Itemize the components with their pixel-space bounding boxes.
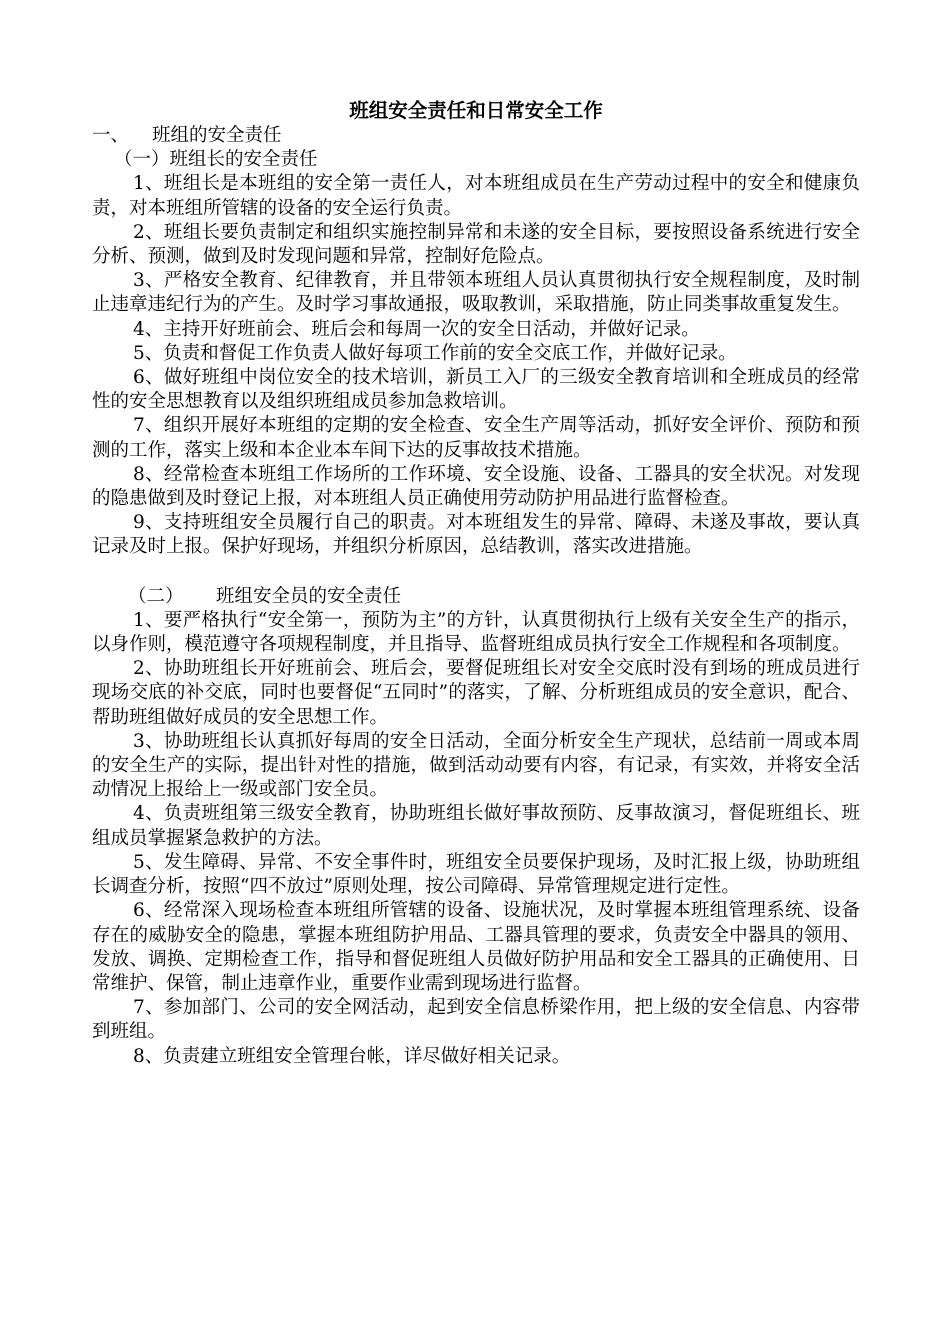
leader-duty-1: 1、班组长是本班组的安全第一责任人，对本班组成员在生产劳动过程中的安全和健康负责，对本班组所管辖的设备的安全运行负责。 xyxy=(92,173,860,219)
officer-duty-8: 8、负责建立班组安全管理台帐，详尽做好相关记录。 xyxy=(133,1045,571,1067)
subsection-heading-safety-officer xyxy=(92,585,860,609)
officer-duty-4: 4、负责班组第三级安全教育，协助班组长做好事故预防、反事故演习，督促班组长、班组成员掌握紧急救护的方法。 xyxy=(92,803,860,849)
paragraph-gap xyxy=(92,560,860,585)
leader-duty-4: 4、主持开好班前会、班后会和每周一次的安全日活动，并做好记录。 xyxy=(133,318,700,340)
officer-duty-5: 5、发生障碍、异常、不安全事件时，班组安全员要保护现场，及时汇报上级，协助班组长调查分析，按照“四不放过”原则处理，按公司障碍、异常管理规定进行定性。 xyxy=(92,851,860,898)
officer-duty-6: 6、经常深入现场检查本班组所管辖的设备、设施状况，及时掌握本班组管理系统、设备存在的威胁安全的隐患，掌握本班组防护用品、工器具管理的要求，负责安全中器具的领用、发放、调换、定期检查工作，指导和督促班组人员做好防护用品和安全工器具的正确使用、日常维护、保管，制止违章作业，重要作业需到现场进行监督。 xyxy=(92,900,860,994)
leader-duty-9: 9、支持班组安全员履行自己的职责。对本班组发生的异常、障碍、未遂及事故，要认真记录及时上报。保护好现场，并组织分析原因，总结教训，落实改进措施。 xyxy=(92,512,860,558)
document-page xyxy=(92,98,860,1069)
subsection-number: （二） xyxy=(128,585,184,607)
document-title: 班组安全责任和日常安全工作 xyxy=(349,99,603,122)
leader-duty-6: 6、做好班组中岗位安全的技术培训，新员工入厂的三级安全教育培训和全班成员的经常性的安全思想教育以及组织班组成员参加急救培训。 xyxy=(92,367,860,413)
officer-duty-2: 2、协助班组长开好班前会、班后会，要督促班组长对安全交底时没有到场的班成员进行现场交底的补交底，同时也要督促“五同时”的落实，了解、分析班组成员的安全意识，配合、帮助班组做好成员的安全思想工作。 xyxy=(92,658,860,728)
subsection-heading-leader: （一）班组长的安全责任 xyxy=(114,149,318,171)
section-number: 一、 xyxy=(92,125,130,146)
subsection-title: 班组安全员的安全责任 xyxy=(216,585,402,607)
officer-duty-1: 1、要严格执行“安全第一，预防为主”的方针，认真贯彻执行上级有关安全生产的指示，以身作则，模范遵守各项规程制度，并且指导、监督班组成员执行安全工作规程和各项制度。 xyxy=(92,609,860,656)
leader-duty-3: 3、严格安全教育、纪律教育，并且带领本班组人员认真贯彻执行安全规程制度，及时制止违章违纪行为的产生。及时学习事故通报，吸取教训，采取措施，防止同类事故重复发生。 xyxy=(92,270,860,316)
leader-duty-7: 7、组织开展好本班组的定期的安全检查、安全生产周等活动，抓好安全评价、预防和预测的工作，落实上级和本企业本车间下达的反事故技术措施。 xyxy=(92,415,860,461)
officer-duty-3: 3、协助班组长认真抓好每周的安全日活动，全面分析安全生产现状，总结前一周或本周的安全生产的实际，提出针对性的措施，做到活动动要有内容，有记录，有实效，并将安全活动情况上报给上一级或部门安全员。 xyxy=(92,730,860,801)
section-heading xyxy=(92,124,860,148)
leader-duty-8: 8、经常检查本班组工作场所的工作环境、安全设施、设备、工器具的安全状况。对发现的隐患做到及时登记上报，对本班组人员正确使用劳动防护用品进行监督检查。 xyxy=(92,463,860,510)
section-title: 班组的安全责任 xyxy=(152,125,282,146)
officer-duty-7: 7、参加部门、公司的安全网活动，起到安全信息桥梁作用，把上级的安全信息、内容带到班组。 xyxy=(92,997,860,1043)
leader-duty-5: 5、负责和督促工作负责人做好每项工作前的安全交底工作，并做好记录。 xyxy=(133,342,737,364)
leader-duty-2: 2、班组长要负责制定和组织实施控制异常和未遂的安全目标，要按照设备系统进行安全分析、预测，做到及时发现问题和异常，控制好危险点。 xyxy=(92,221,860,268)
